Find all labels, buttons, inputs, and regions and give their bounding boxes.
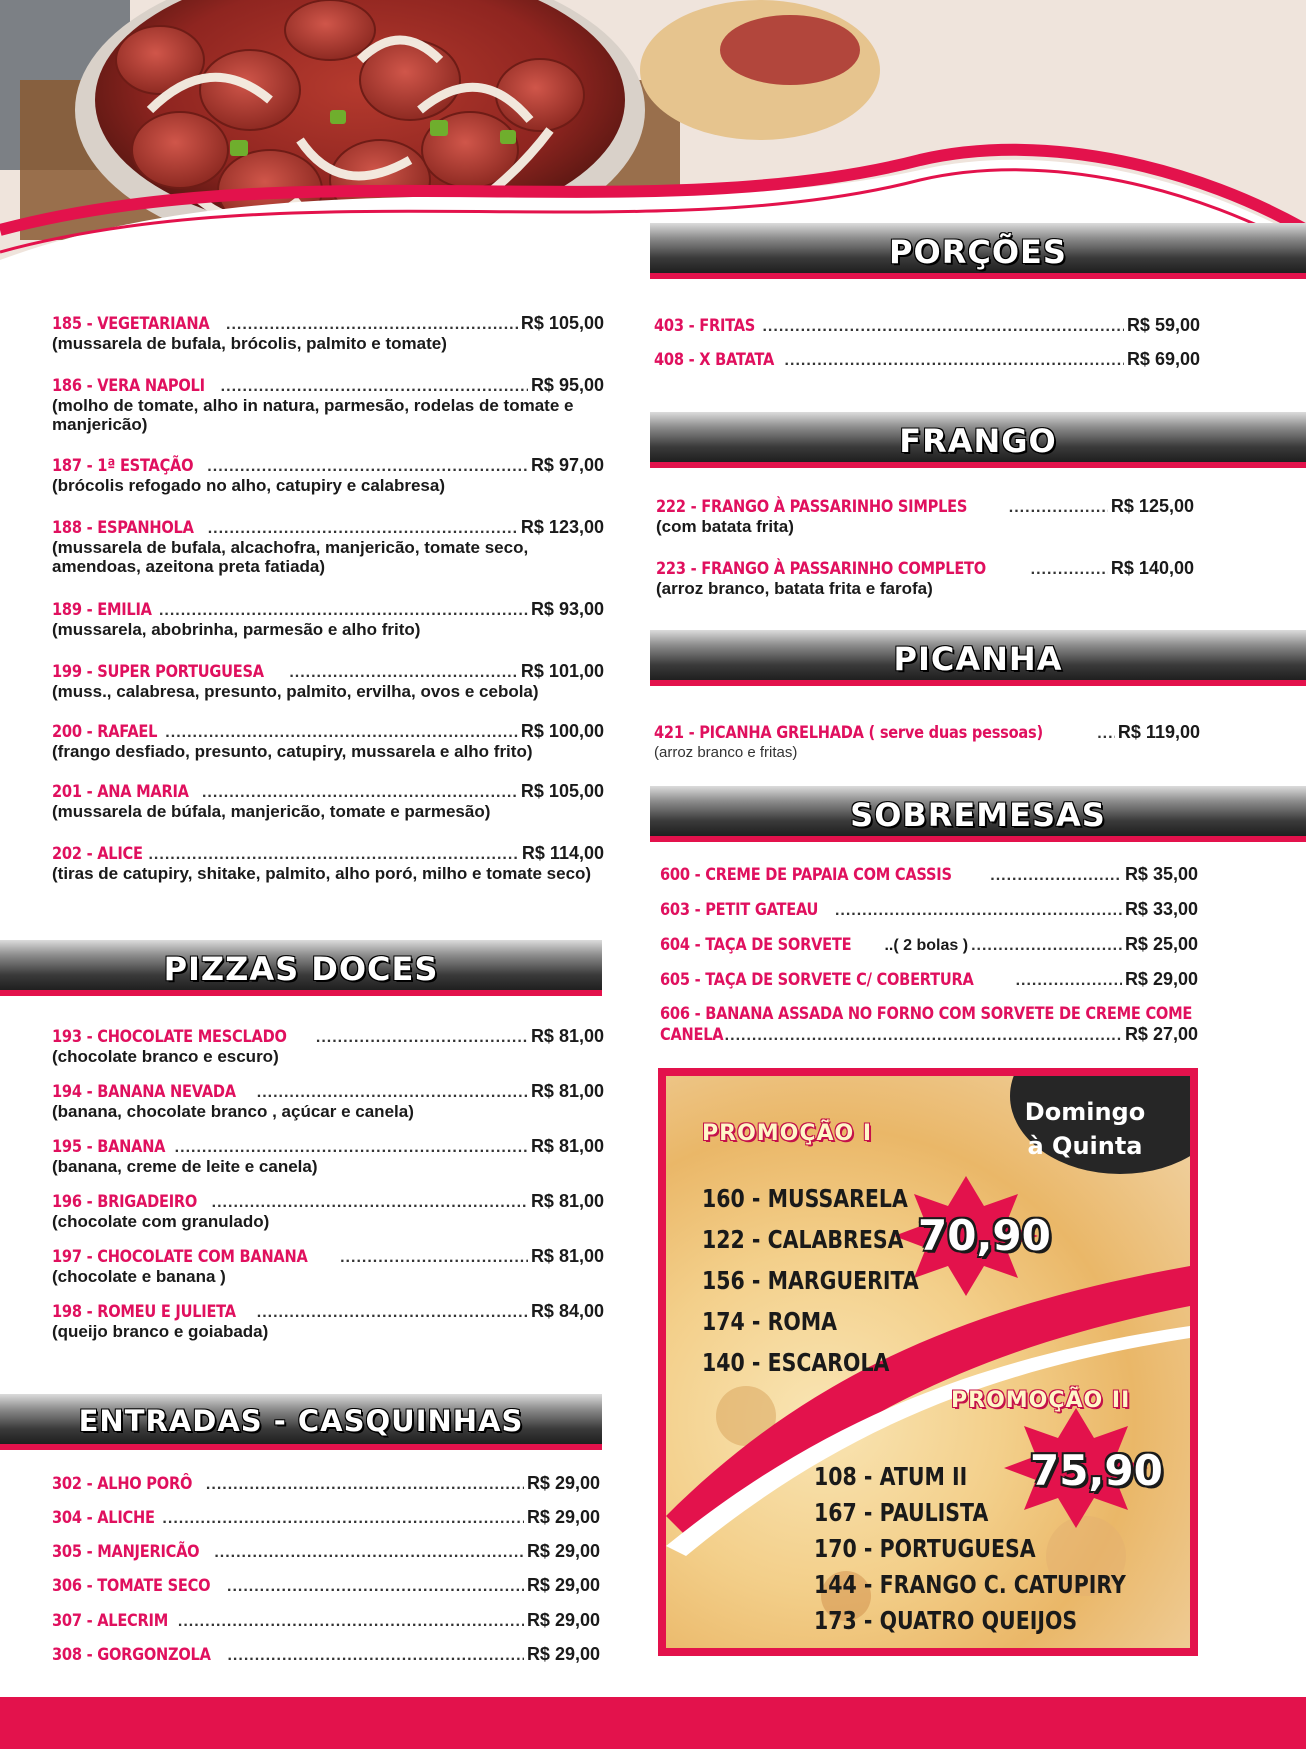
- item-price: R$ 29,00: [526, 1644, 600, 1664]
- porcoes-header: [650, 223, 1306, 279]
- sobremesas-header: [650, 786, 1306, 842]
- dot-leader: [316, 1029, 528, 1047]
- menu-item: [52, 1541, 600, 1562]
- menu-item: [52, 1246, 604, 1286]
- item-description: (tiras de catupiry, shitake, palmito, alho poró, milho e tomate seco): [52, 864, 592, 883]
- item-price: R$ 27,00: [1124, 1024, 1198, 1044]
- dot-leader: [227, 1647, 523, 1665]
- item-description: (mussarela, abobrinha, parmesão e alho frito): [52, 620, 421, 639]
- item-name: 605 - TAÇA DE SORVETE C/ COBERTURA: [660, 970, 974, 990]
- dot-leader: [207, 458, 528, 476]
- footer-band: [0, 1697, 1306, 1749]
- dot-leader: [175, 1139, 528, 1157]
- frango-title: FRANGO: [899, 422, 1057, 460]
- menu-item: [52, 721, 604, 761]
- item-price: R$ 95,00: [530, 375, 604, 395]
- item-price: R$ 29,00: [526, 1610, 600, 1630]
- item-price: R$ 84,00: [530, 1301, 604, 1321]
- item-price: R$ 35,00: [1124, 864, 1198, 884]
- item-name: 403 - FRITAS: [654, 316, 756, 336]
- dot-leader: [162, 1510, 524, 1528]
- dot-leader: [340, 1249, 528, 1267]
- picanha-title: PICANHA: [893, 640, 1063, 678]
- dot-leader: [221, 378, 528, 396]
- dot-leader: [226, 316, 518, 334]
- item-price: R$ 29,00: [526, 1575, 600, 1595]
- menu-item: [52, 599, 604, 639]
- menu-item: [660, 899, 1198, 920]
- picanha-header: [650, 630, 1306, 686]
- item-price: R$ 81,00: [530, 1246, 604, 1266]
- item-price: R$ 29,00: [526, 1541, 600, 1561]
- promo-item: 170 - PORTUGUESA: [814, 1534, 1036, 1563]
- item-price: R$ 69,00: [1126, 349, 1200, 369]
- item-extra: ..( 2 bolas ): [884, 937, 969, 954]
- menu-item: [654, 722, 1200, 762]
- item-description: (brócolis refogado no alho, catupiry e calabresa): [52, 476, 445, 495]
- menu-item: [660, 864, 1198, 885]
- item-description: (molho de tomate, alho in natura, parmesão, rodelas de tomate e manjericão): [52, 396, 574, 434]
- item-price: R$ 105,00: [520, 313, 604, 333]
- promo-item: 167 - PAULISTA: [814, 1498, 989, 1527]
- menu-item: [656, 558, 1194, 598]
- item-name: 198 - ROMEU E JULIETA: [52, 1302, 236, 1322]
- item-description: (banana, creme de leite e canela): [52, 1157, 318, 1176]
- dot-leader: [148, 846, 518, 864]
- item-name: 302 - ALHO PORÔ: [52, 1474, 193, 1494]
- menu-item: [660, 969, 1198, 990]
- promo-item: 174 - ROMA: [702, 1307, 838, 1336]
- item-description: (chocolate e banana ): [52, 1267, 226, 1286]
- dot-leader: [1031, 561, 1108, 579]
- item-description: (queijo branco e goiabada): [52, 1322, 269, 1341]
- menu-item: [52, 313, 604, 353]
- item-name: 194 - BANANA NEVADA: [52, 1082, 236, 1102]
- entradas-title: ENTRADAS - CASQUINHAS: [78, 1404, 524, 1438]
- item-price: R$ 81,00: [530, 1081, 604, 1101]
- item-name: 304 - ALICHE: [52, 1508, 155, 1528]
- dot-leader: [835, 902, 1122, 920]
- dot-leader: [227, 1578, 524, 1596]
- item-price: R$ 93,00: [530, 599, 604, 619]
- item-name: 606 - BANANA ASSADA NO FORNO COM SORVETE DE CREME COME: [660, 1004, 1193, 1024]
- menu-item: [52, 375, 604, 434]
- item-name: 421 - PICANHA GRELHADA ( serve duas pessoas): [654, 723, 1043, 743]
- dot-leader: [762, 318, 1123, 336]
- item-name: 185 - VEGETARIANA: [52, 314, 210, 334]
- days-badge: [1010, 1095, 1160, 1163]
- item-description: (chocolate branco e escuro): [52, 1047, 279, 1066]
- promo1-price: 70,90: [918, 1211, 1051, 1260]
- item-price: R$ 125,00: [1110, 496, 1194, 516]
- entradas-header: [0, 1394, 602, 1450]
- item-name: 188 - ESPANHOLA: [52, 518, 194, 538]
- dot-leader: [214, 1544, 524, 1562]
- item-name: 187 - 1ª ESTAÇÃO: [52, 456, 194, 476]
- item-description: (mussarela de bufala, brócolis, palmito e tomate): [52, 334, 447, 353]
- dot-leader: [159, 602, 528, 620]
- item-price: R$ 29,00: [1124, 969, 1198, 989]
- menu-item: [52, 661, 604, 701]
- frango-header: [650, 412, 1306, 468]
- dot-leader: [178, 1613, 524, 1631]
- item-price: R$ 81,00: [530, 1191, 604, 1211]
- dot-leader: [990, 867, 1122, 885]
- item-price: R$ 119,00: [1117, 722, 1200, 742]
- item-price: R$ 81,00: [530, 1026, 604, 1046]
- pizzas-doces-header: [0, 940, 602, 996]
- item-price: R$ 29,00: [526, 1473, 600, 1493]
- item-price: R$ 123,00: [520, 517, 604, 537]
- item-name: 223 - FRANGO À PASSARINHO COMPLETO: [656, 559, 986, 579]
- item-description: (mussarela de búfala, manjericão, tomate e parmesão): [52, 802, 491, 821]
- promo1-label: PROMOÇÃO I: [702, 1121, 873, 1146]
- dot-leader: [165, 724, 518, 742]
- item-name: CANELA: [660, 1025, 724, 1045]
- item-name: 186 - VERA NAPOLI: [52, 376, 205, 396]
- menu-item: [52, 517, 604, 576]
- promo-item: 122 - CALABRESA: [702, 1225, 904, 1254]
- menu-item: [52, 1473, 600, 1494]
- dot-leader: [206, 1476, 524, 1494]
- item-description: (arroz branco e fritas): [654, 744, 798, 761]
- menu-item: [654, 315, 1200, 336]
- days-line1: Domingo: [1024, 1098, 1146, 1126]
- item-description: (com batata frita): [656, 517, 794, 536]
- dot-leader: [1009, 499, 1108, 517]
- promo-item: 144 - FRANGO C. CATUPIRY: [814, 1570, 1126, 1599]
- item-price: R$ 105,00: [520, 781, 604, 801]
- dot-leader: [1016, 972, 1122, 990]
- promo-item: 160 - MUSSARELA: [702, 1184, 908, 1213]
- item-description: (chocolate com granulado): [52, 1212, 270, 1231]
- item-name: 201 - ANA MARIA: [52, 782, 189, 802]
- dot-leader: [202, 784, 518, 802]
- promo2-price: 75,90: [1030, 1446, 1163, 1495]
- item-price: R$ 140,00: [1110, 558, 1194, 578]
- item-price: R$ 101,00: [520, 661, 604, 681]
- item-name: 195 - BANANA: [52, 1137, 166, 1157]
- item-name: 307 - ALECRIM: [52, 1611, 169, 1631]
- promo-item: 108 - ATUM II: [814, 1462, 968, 1491]
- menu-item: [52, 1026, 604, 1066]
- menu-item: [52, 1191, 604, 1231]
- item-price: R$ 97,00: [530, 455, 604, 475]
- dot-leader: [289, 664, 518, 682]
- days-line2: à Quinta: [1027, 1132, 1143, 1160]
- item-price: R$ 100,00: [520, 721, 604, 741]
- item-description: (arroz branco, batata frita e farofa): [656, 579, 933, 598]
- dot-leader: [725, 1027, 1122, 1045]
- menu-item: [654, 349, 1200, 370]
- item-description: (mussarela de bufala, alcachofra, manjericão, tomate seco, amendoas, azeitona preta fatiada): [52, 538, 529, 576]
- item-name: 199 - SUPER PORTUGUESA: [52, 662, 264, 682]
- promo-item: 140 - ESCAROLA: [702, 1348, 890, 1377]
- item-name: 189 - EMILIA: [52, 600, 152, 620]
- item-name: 193 - CHOCOLATE MESCLADO: [52, 1027, 287, 1047]
- menu-item: [52, 455, 604, 495]
- item-name: 200 - RAFAEL: [52, 722, 158, 742]
- menu-item: [52, 843, 604, 883]
- item-price: R$ 59,00: [1126, 315, 1200, 335]
- sobremesas-title: SOBREMESAS: [850, 796, 1106, 834]
- item-price: R$ 33,00: [1124, 899, 1198, 919]
- dot-leader: [208, 520, 518, 538]
- dot-leader: [257, 1304, 528, 1322]
- dot-leader: [785, 352, 1124, 370]
- item-description: (muss., calabresa, presunto, palmito, ervilha, ovos e cebola): [52, 682, 539, 701]
- menu-item: [52, 1610, 600, 1631]
- item-price: R$ 114,00: [521, 843, 604, 863]
- item-name: 600 - CREME DE PAPAIA COM CASSIS: [660, 865, 952, 885]
- item-name: 408 - X BATATA: [654, 350, 775, 370]
- menu-item: [660, 934, 1198, 955]
- promo2-label: PROMOÇÃO II: [951, 1388, 1131, 1413]
- item-price: R$ 29,00: [526, 1507, 600, 1527]
- dot-leader: [971, 937, 1122, 955]
- item-name: 603 - PETIT GATEAU: [660, 900, 819, 920]
- item-name: 197 - CHOCOLATE COM BANANA: [52, 1247, 308, 1267]
- menu-item: [52, 781, 604, 821]
- menu-item: [52, 1507, 600, 1528]
- menu-item: [52, 1081, 604, 1121]
- item-name: 202 - ALICE: [52, 844, 143, 864]
- item-description: (banana, chocolate branco , açúcar e canela): [52, 1102, 414, 1121]
- dot-leader: [212, 1194, 528, 1212]
- dot-leader: [1097, 725, 1115, 743]
- item-price: R$ 81,00: [530, 1136, 604, 1156]
- item-description: (frango desfiado, presunto, catupiry, mussarela e alho frito): [52, 742, 533, 761]
- dot-leader: [257, 1084, 528, 1102]
- promo-item: 173 - QUATRO QUEIJOS: [814, 1606, 1078, 1635]
- menu-item: [656, 496, 1194, 536]
- promo-item: 156 - MARGUERITA: [702, 1266, 919, 1295]
- menu-item: [52, 1136, 604, 1176]
- porcoes-title: PORÇÕES: [889, 233, 1067, 271]
- menu-item: [52, 1575, 600, 1596]
- pizzas-doces-title: PIZZAS DOCES: [163, 950, 439, 988]
- menu-item: [660, 1004, 1198, 1045]
- item-name: 305 - MANJERICÃO: [52, 1542, 200, 1562]
- item-name: 306 - TOMATE SECO: [52, 1576, 211, 1596]
- menu-item: [52, 1644, 600, 1665]
- item-name: 604 - TAÇA DE SORVETE: [660, 935, 852, 955]
- menu-item: [52, 1301, 604, 1341]
- item-name: 196 - BRIGADEIRO: [52, 1192, 198, 1212]
- item-name: 222 - FRANGO À PASSARINHO SIMPLES: [656, 497, 968, 517]
- item-name: 308 - GORGONZOLA: [52, 1645, 211, 1665]
- item-price: R$ 25,00: [1124, 934, 1198, 954]
